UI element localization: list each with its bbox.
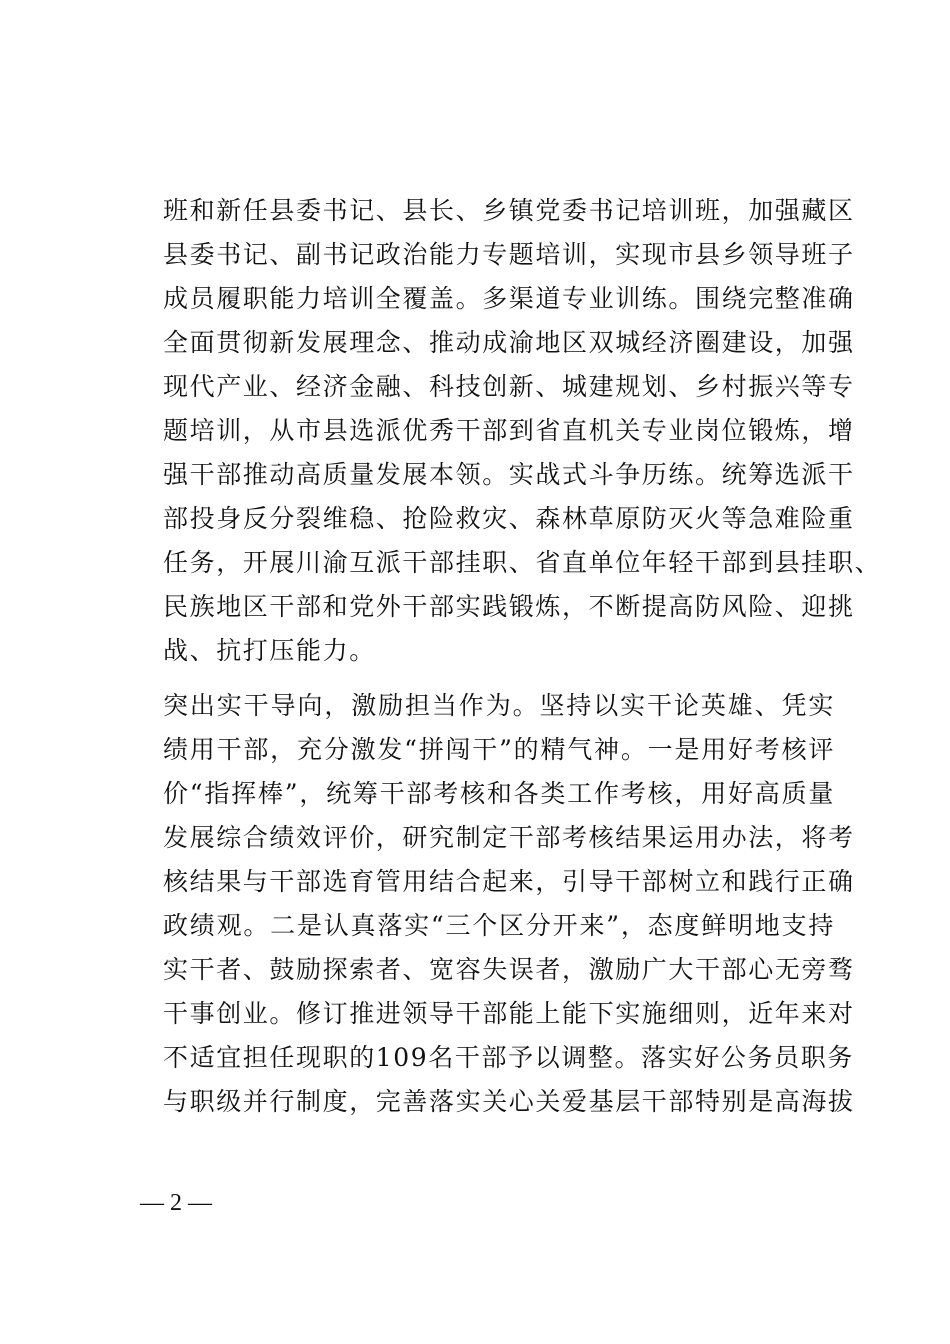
text-line: 政绩观。二是认真落实“三个区分开来”，态度鲜明地支持 xyxy=(163,911,835,940)
text-line: 战、抗打压能力。 xyxy=(163,636,376,665)
text-line: 民族地区干部和党外干部实践锻炼，不断提高防风险、迎挑 xyxy=(163,592,855,621)
text-line: 现代产业、经济金融、科技创新、城建规划、乡村振兴等专 xyxy=(163,372,855,401)
paragraph-2 xyxy=(163,684,855,1124)
text-line: 县委书记、副书记政治能力专题培训，实现市县乡领导班子 xyxy=(163,240,855,269)
text-line: 突出实干导向，激励担当作为。坚持以实干论英雄、凭实 xyxy=(163,691,835,720)
text-line: 班和新任县委书记、县长、乡镇党委书记培训班，加强藏区 xyxy=(163,196,855,225)
text-line: 核结果与干部选育管用结合起来，引导干部树立和践行正确 xyxy=(163,867,855,896)
text-line: 部投身反分裂维稳、抢险救灾、森林草原防灭火等急难险重 xyxy=(163,504,855,533)
text-line: 题培训，从市县选派优秀干部到省直机关专业岗位锻炼，增 xyxy=(163,416,855,445)
text-line: 强干部推动高质量发展本领。实战式斗争历练。统筹选派干 xyxy=(163,460,855,489)
text-line: 发展综合绩效评价，研究制定干部考核结果运用办法，将考 xyxy=(163,823,855,852)
text-line: 成员履职能力培训全覆盖。多渠道专业训练。围绕完整准确 xyxy=(163,284,855,313)
text-line: 绩用干部，充分激发“拼闯干”的精气神。一是用好考核评 xyxy=(163,735,835,764)
paragraph-gap xyxy=(163,673,835,684)
text-line: 干事创业。修订推进领导干部能上能下实施细则，近年来对 xyxy=(163,999,855,1028)
text-line: 与职级并行制度，完善落实关心关爱基层干部特别是高海拔 xyxy=(163,1087,855,1116)
page-number: — 2 — xyxy=(140,1190,212,1216)
paragraph-1 xyxy=(163,189,882,673)
text-line: 不适宜担任现职的109名干部予以调整。落实好公务员职务 xyxy=(163,1043,854,1072)
text-line: 价“指挥棒”，统筹干部考核和各类工作考核，用好高质量 xyxy=(163,779,835,808)
text-line: 全面贯彻新发展理念、推动成渝地区双城经济圈建设，加强 xyxy=(163,328,855,357)
text-line: 实干者、鼓励探索者、宽容失误者，激励广大干部心无旁骛 xyxy=(163,955,855,984)
body-text xyxy=(163,189,882,1124)
text-line: 任务，开展川渝互派干部挂职、省直单位年轻干部到县挂职、 xyxy=(163,548,882,577)
